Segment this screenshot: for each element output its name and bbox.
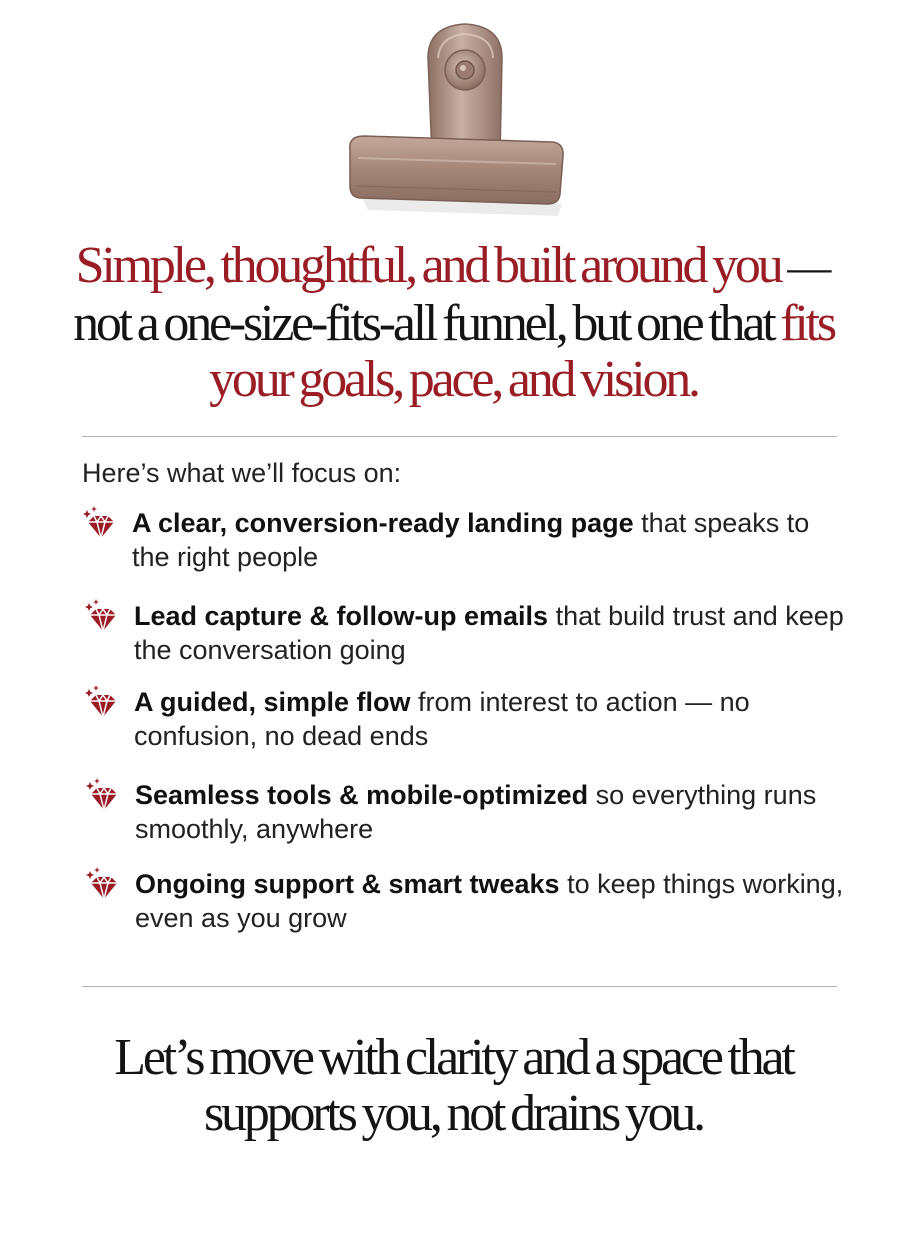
headline-part-4: your goals, pace, and vision. bbox=[209, 351, 698, 408]
headline bbox=[40, 238, 867, 408]
headline-dash: — bbox=[787, 243, 832, 292]
sparkle-gem-icon bbox=[85, 778, 119, 812]
sparkle-gem-icon bbox=[82, 506, 116, 540]
item-2-text: that build trust and keep the conversation going bbox=[134, 601, 844, 665]
item-3-text: from interest to action — no confusion, no dead ends bbox=[134, 687, 750, 751]
sparkle-gem-icon bbox=[85, 867, 119, 901]
sparkle-gem-icon bbox=[84, 685, 118, 719]
intro-text: Here’s what we’ll focus on: bbox=[82, 458, 402, 488]
sparkle-gem-icon bbox=[84, 599, 118, 633]
item-4-text: so everything runs smoothly, anywhere bbox=[135, 780, 817, 844]
item-5-bold: Ongoing support & smart tweaks bbox=[135, 869, 560, 899]
headline-part-3: fits bbox=[780, 295, 834, 352]
binder-clip-icon bbox=[330, 18, 570, 218]
item-4-bold: Seamless tools & mobile-optimized bbox=[135, 780, 589, 810]
closing-statement bbox=[40, 1030, 867, 1142]
item-1-text: that speaks to the right people bbox=[132, 508, 810, 572]
closing-line-2: supports you, not drains you. bbox=[204, 1085, 703, 1142]
item-2-bold: Lead capture & follow-up emails bbox=[134, 601, 549, 631]
item-1-bold: A clear, conversion-ready landing page bbox=[132, 508, 634, 538]
divider-bottom bbox=[82, 986, 837, 987]
headline-part-1: Simple, thoughtful, and built around you bbox=[75, 237, 781, 294]
item-5-text: to keep things working, even as you grow bbox=[135, 869, 844, 933]
item-3-bold: A guided, simple flow bbox=[134, 687, 411, 717]
closing-line-1: Let’s move with clarity and a space that bbox=[114, 1029, 793, 1086]
headline-part-2: not a one-size-fits-all funnel, but one that bbox=[73, 295, 774, 352]
divider-top bbox=[82, 436, 837, 437]
